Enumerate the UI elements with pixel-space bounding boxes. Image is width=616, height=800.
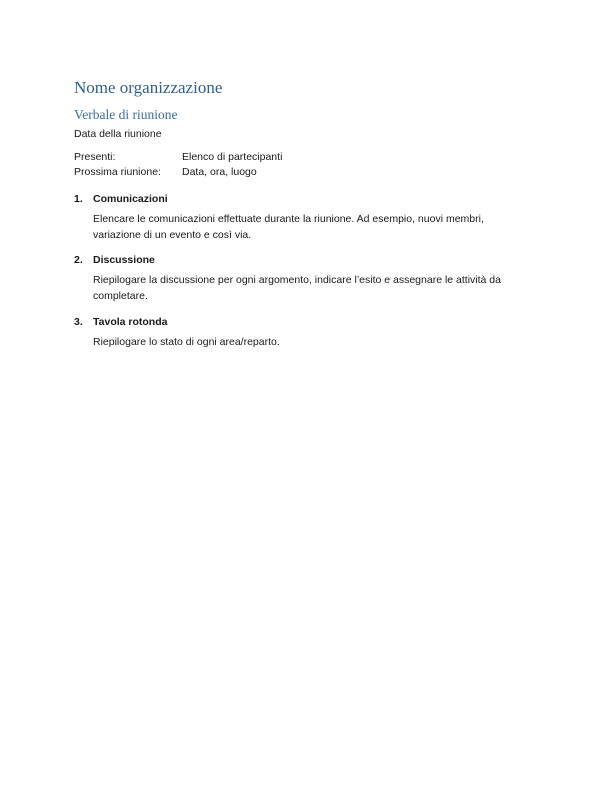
next-meeting-value: Data, ora, luogo bbox=[182, 166, 257, 178]
meeting-date: Data della riunione bbox=[74, 128, 162, 140]
attendees-value: Elenco di partecipanti bbox=[182, 151, 283, 163]
organization-name-heading: Nome organizzazione bbox=[74, 78, 223, 97]
attendees-label: Presenti: bbox=[74, 151, 116, 163]
document-subtitle: Verbale di riunione bbox=[74, 107, 178, 122]
section-title: Discussione bbox=[93, 254, 155, 266]
section-body-round-table: Riepilogare lo stato di ogni area/reparto. bbox=[93, 336, 280, 348]
section-number: 2. bbox=[74, 254, 83, 266]
section-number: 1. bbox=[74, 193, 83, 205]
section-body-announcements: Elencare le comunicazioni effettuate durante la riunione. Ad esempio, nuovi membri, variazione di un evento e così via. bbox=[93, 213, 484, 241]
section-title: Tavola rotonda bbox=[93, 316, 168, 328]
next-meeting-label: Prossima riunione: bbox=[74, 166, 161, 178]
section-body-discussion: Riepilogare la discussione per ogni argomento, indicare l’esito e assegnare le attività da completare. bbox=[93, 274, 501, 302]
section-number: 3. bbox=[74, 316, 83, 328]
section-title: Comunicazioni bbox=[93, 193, 168, 205]
